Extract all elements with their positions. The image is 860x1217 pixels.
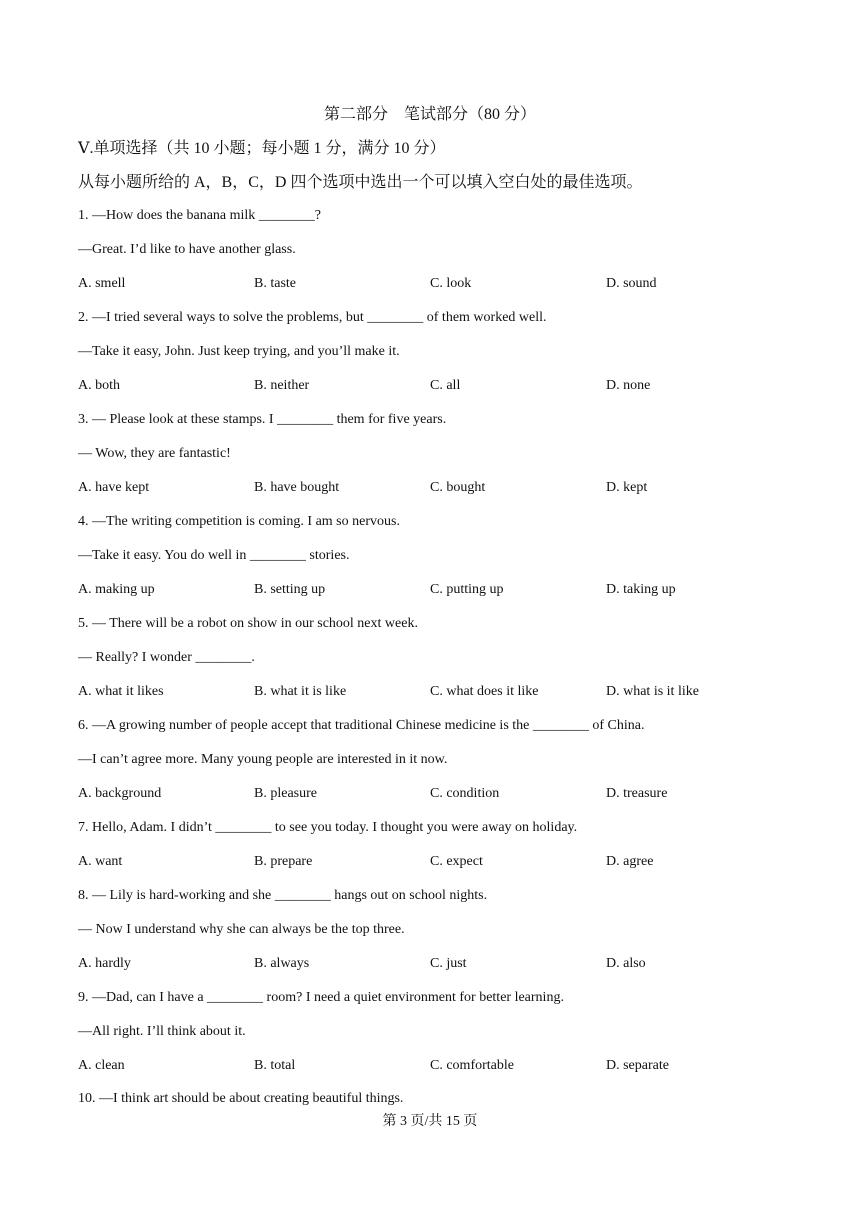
question-6: 6. —A growing number of people accept that traditional Chinese medicine is the ________ of China. [78, 718, 645, 733]
option-a: A. both [78, 378, 120, 393]
option-d: D. separate [606, 1058, 669, 1073]
question-4-response: —Take it easy. You do well in ________ stories. [78, 548, 350, 563]
question-2: 2. —I tried several ways to solve the problems, but ________ of them worked well. [78, 310, 547, 325]
option-a: A. what it likes [78, 684, 164, 699]
option-b: B. neither [254, 378, 310, 393]
question-4: 4. —The writing competition is coming. I am so nervous. [78, 514, 400, 529]
option-a: A. making up [78, 582, 155, 597]
option-c: C. putting up [430, 582, 504, 597]
question-3-response: — Wow, they are fantastic! [78, 446, 231, 461]
question-5-response: — Really? I wonder ________. [78, 650, 255, 665]
option-d: D. agree [606, 854, 654, 869]
option-d: D. taking up [606, 582, 676, 597]
option-c: C. just [430, 956, 467, 971]
option-d: D. also [606, 956, 646, 971]
question-8-response: — Now I understand why she can always be the top three. [78, 922, 405, 937]
option-a: A. hardly [78, 956, 131, 971]
page-number: 第 3 页/共 15 页 [382, 1114, 478, 1129]
option-d: D. sound [606, 276, 657, 291]
option-c: C. condition [430, 786, 500, 801]
part-title: 第二部分 笔试部分（80 分） [323, 106, 536, 123]
question-6-response: —I can’t agree more. Many young people are interested in it now. [78, 752, 448, 767]
question-9: 9. —Dad, can I have a ________ room? I need a quiet environment for better learning. [78, 990, 564, 1005]
option-d: D. what is it like [606, 684, 699, 699]
question-5: 5. — There will be a robot on show in our school next week. [78, 616, 418, 631]
option-a: A. want [78, 854, 123, 869]
section-heading: Ⅴ.单项选择（共 10 小题；每小题 1 分，满分 10 分） [78, 140, 446, 157]
option-b: B. prepare [254, 854, 313, 869]
option-b: B. total [254, 1058, 296, 1073]
option-a: A. background [78, 786, 162, 801]
option-c: C. what does it like [430, 684, 539, 699]
option-b: B. setting up [254, 582, 326, 597]
option-a: A. clean [78, 1058, 125, 1073]
question-2-response: —Take it easy, John. Just keep trying, and you’ll make it. [78, 344, 400, 359]
option-c: C. comfortable [430, 1058, 514, 1073]
option-d: D. none [606, 378, 651, 393]
question-10: 10. —I think art should be about creating beautiful things. [78, 1091, 404, 1106]
option-d: D. treasure [606, 786, 668, 801]
option-c: C. expect [430, 854, 483, 869]
option-b: B. what it is like [254, 684, 347, 699]
option-c: C. look [430, 276, 472, 291]
option-c: C. all [430, 378, 461, 393]
option-a: A. smell [78, 276, 126, 291]
question-9-response: —All right. I’ll think about it. [78, 1024, 246, 1039]
question-8: 8. — Lily is hard-working and she ________ hangs out on school nights. [78, 888, 488, 903]
option-b: B. always [254, 956, 310, 971]
option-a: A. have kept [78, 480, 150, 495]
option-b: B. taste [254, 276, 296, 291]
option-d: D. kept [606, 480, 648, 495]
instructions: 从每小题所给的 A，B，C，D 四个选项中选出一个可以填入空白处的最佳选项。 [78, 174, 643, 191]
question-7: 7. Hello, Adam. I didn’t ________ to see you today. I thought you were away on holiday. [78, 820, 578, 835]
question-1-response: —Great. I’d like to have another glass. [78, 242, 296, 257]
option-c: C. bought [430, 480, 486, 495]
question-3: 3. — Please look at these stamps. I ________ them for five years. [78, 412, 447, 427]
option-b: B. have bought [254, 480, 340, 495]
option-b: B. pleasure [254, 786, 317, 801]
question-1: 1. —How does the banana milk ________? [78, 208, 322, 223]
